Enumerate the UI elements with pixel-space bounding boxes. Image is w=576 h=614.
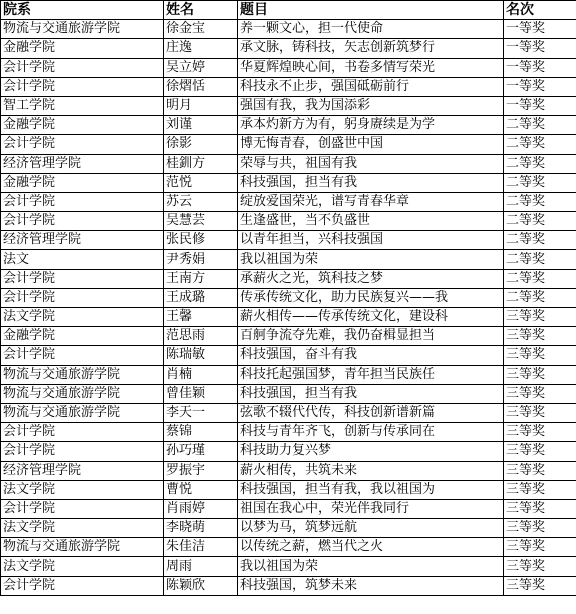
- cell-rank: 一等奖: [504, 96, 576, 115]
- cell-rank: 三等奖: [504, 308, 576, 327]
- table-row: [1, 250, 576, 269]
- cell-department: 会计学院: [1, 499, 164, 518]
- table-row: [1, 288, 576, 307]
- cell-department: 会计学院: [1, 346, 164, 365]
- cell-name: 徐熠恬: [164, 77, 238, 96]
- cell-name: 朱佳洁: [164, 538, 238, 557]
- cell-rank: 一等奖: [504, 58, 576, 77]
- table-body: [1, 20, 576, 596]
- cell-department: 会计学院: [1, 442, 164, 461]
- cell-department: 会计学院: [1, 212, 164, 231]
- cell-rank: 二等奖: [504, 116, 576, 135]
- table-row: [1, 58, 576, 77]
- table-row: [1, 423, 576, 442]
- cell-title: 荣辱与共，祖国有我: [238, 154, 504, 173]
- table-row: [1, 20, 576, 39]
- header-rank: 名次: [504, 1, 576, 20]
- cell-title: 祖国在我心中，荣光伴我同行: [238, 499, 504, 518]
- table-row: [1, 480, 576, 499]
- cell-department: 金融学院: [1, 39, 164, 58]
- table-row: [1, 442, 576, 461]
- table-row: [1, 346, 576, 365]
- cell-title: 承薪火之光，筑科技之梦: [238, 269, 504, 288]
- cell-rank: 二等奖: [504, 288, 576, 307]
- cell-department: 会计学院: [1, 269, 164, 288]
- cell-title: 强国有我，我为国添彩: [238, 96, 504, 115]
- cell-name: 刘谨: [164, 116, 238, 135]
- cell-rank: 三等奖: [504, 346, 576, 365]
- cell-title: 生逢盛世，当不负盛世: [238, 212, 504, 231]
- cell-department: 会计学院: [1, 192, 164, 211]
- cell-title: 以梦为马，筑梦远航: [238, 519, 504, 538]
- cell-rank: 三等奖: [504, 423, 576, 442]
- cell-title: 承文脉，铸科技，矢志创新筑梦行: [238, 39, 504, 58]
- cell-name: 桂釧方: [164, 154, 238, 173]
- cell-title: 科技强国，担当有我: [238, 384, 504, 403]
- header-name: 姓名: [164, 1, 238, 20]
- cell-name: 徐影: [164, 135, 238, 154]
- cell-department: 经济管理学院: [1, 231, 164, 250]
- cell-department: 经济管理学院: [1, 154, 164, 173]
- cell-department: 法文学院: [1, 557, 164, 576]
- cell-name: 陈瑞敏: [164, 346, 238, 365]
- table-row: [1, 327, 576, 346]
- cell-title: 博无悔青春，创盛世中国: [238, 135, 504, 154]
- table-row: [1, 403, 576, 422]
- cell-title: 华夏辉煌映心间，书卷多情写荣光: [238, 58, 504, 77]
- table-row: [1, 269, 576, 288]
- header-title: 题目: [238, 1, 504, 20]
- table-row: [1, 576, 576, 595]
- cell-rank: 二等奖: [504, 135, 576, 154]
- table-row: [1, 461, 576, 480]
- cell-rank: 三等奖: [504, 538, 576, 557]
- cell-title: 养一颗文心，担一代使命: [238, 20, 504, 39]
- cell-title: 科技与青年齐飞，创新与传承同在: [238, 423, 504, 442]
- cell-name: 孙巧瑾: [164, 442, 238, 461]
- cell-name: 周雨: [164, 557, 238, 576]
- table-row: [1, 212, 576, 231]
- cell-title: 传承传统文化，助力民族复兴——我: [238, 288, 504, 307]
- cell-name: 吴慧芸: [164, 212, 238, 231]
- cell-rank: 三等奖: [504, 499, 576, 518]
- cell-title: 承本灼新方为有，躬身赓续是为学: [238, 116, 504, 135]
- cell-rank: 三等奖: [504, 557, 576, 576]
- cell-department: 会计学院: [1, 77, 164, 96]
- cell-department: 会计学院: [1, 423, 164, 442]
- table-row: [1, 499, 576, 518]
- cell-name: 徐金宝: [164, 20, 238, 39]
- cell-department: 经济管理学院: [1, 461, 164, 480]
- cell-rank: 一等奖: [504, 20, 576, 39]
- cell-title: 以传统之薪，燃当代之火: [238, 538, 504, 557]
- cell-department: 物流与交通旅游学院: [1, 20, 164, 39]
- cell-title: 科技强国，担当有我，我以祖国为: [238, 480, 504, 499]
- cell-title: 薪火相传，共筑未来: [238, 461, 504, 480]
- cell-department: 物流与交通旅游学院: [1, 384, 164, 403]
- cell-rank: 二等奖: [504, 250, 576, 269]
- table-row: [1, 308, 576, 327]
- cell-rank: 三等奖: [504, 576, 576, 595]
- table-row: [1, 116, 576, 135]
- cell-name: 尹秀娟: [164, 250, 238, 269]
- cell-department: 金融学院: [1, 173, 164, 192]
- cell-rank: 二等奖: [504, 173, 576, 192]
- cell-department: 会计学院: [1, 135, 164, 154]
- table-row: [1, 173, 576, 192]
- cell-name: 蔡锦: [164, 423, 238, 442]
- table-row: [1, 154, 576, 173]
- cell-department: 法文学院: [1, 480, 164, 499]
- table-row: [1, 39, 576, 58]
- table-row: [1, 365, 576, 384]
- cell-rank: 三等奖: [504, 480, 576, 499]
- cell-rank: 三等奖: [504, 442, 576, 461]
- cell-name: 李天一: [164, 403, 238, 422]
- cell-title: 科技永不止步，强国砥砺前行: [238, 77, 504, 96]
- table-row: [1, 231, 576, 250]
- cell-title: 薪火相传——传承传统文化，建设科: [238, 308, 504, 327]
- table-row: [1, 538, 576, 557]
- cell-rank: 二等奖: [504, 231, 576, 250]
- cell-name: 王馨: [164, 308, 238, 327]
- cell-title: 我以祖国为荣: [238, 557, 504, 576]
- cell-name: 肖雨婷: [164, 499, 238, 518]
- cell-name: 范悦: [164, 173, 238, 192]
- header-row: [1, 1, 576, 20]
- table-row: [1, 519, 576, 538]
- cell-rank: 三等奖: [504, 365, 576, 384]
- cell-name: 范思雨: [164, 327, 238, 346]
- cell-rank: 一等奖: [504, 39, 576, 58]
- cell-title: 以青年担当，兴科技强国: [238, 231, 504, 250]
- cell-rank: 三等奖: [504, 403, 576, 422]
- cell-rank: 二等奖: [504, 192, 576, 211]
- cell-title: 科技托起强国梦，青年担当民族任: [238, 365, 504, 384]
- cell-department: 会计学院: [1, 288, 164, 307]
- cell-title: 百舸争流夺先难，我仍奋楫显担当: [238, 327, 504, 346]
- cell-department: 法文学院: [1, 308, 164, 327]
- cell-name: 肖楠: [164, 365, 238, 384]
- cell-rank: 一等奖: [504, 77, 576, 96]
- cell-name: 陈颖欣: [164, 576, 238, 595]
- cell-title: 绽放爱国荣光，谱写青春华章: [238, 192, 504, 211]
- cell-title: 科技强国，筑梦未来: [238, 576, 504, 595]
- cell-rank: 三等奖: [504, 327, 576, 346]
- table-row: [1, 135, 576, 154]
- cell-name: 张民修: [164, 231, 238, 250]
- cell-department: 物流与交通旅游学院: [1, 403, 164, 422]
- cell-department: 物流与交通旅游学院: [1, 365, 164, 384]
- cell-name: 罗振宇: [164, 461, 238, 480]
- cell-title: 弦歌不辍代代传，科技创新谱新篇: [238, 403, 504, 422]
- table-row: [1, 557, 576, 576]
- table-row: [1, 77, 576, 96]
- cell-title: 科技强国，奋斗有我: [238, 346, 504, 365]
- cell-department: 物流与交通旅游学院: [1, 538, 164, 557]
- cell-name: 王南方: [164, 269, 238, 288]
- cell-rank: 二等奖: [504, 154, 576, 173]
- table-row: [1, 96, 576, 115]
- cell-department: 金融学院: [1, 116, 164, 135]
- header-department: 院系: [1, 1, 164, 20]
- cell-name: 曾佳颖: [164, 384, 238, 403]
- cell-name: 明月: [164, 96, 238, 115]
- cell-name: 李晓萌: [164, 519, 238, 538]
- cell-title: 科技助力复兴梦: [238, 442, 504, 461]
- cell-rank: 三等奖: [504, 384, 576, 403]
- cell-name: 曹悦: [164, 480, 238, 499]
- cell-rank: 三等奖: [504, 461, 576, 480]
- cell-rank: 三等奖: [504, 519, 576, 538]
- cell-name: 苏云: [164, 192, 238, 211]
- cell-name: 吴立婷: [164, 58, 238, 77]
- cell-title: 科技强国，担当有我: [238, 173, 504, 192]
- cell-department: 会计学院: [1, 576, 164, 595]
- cell-name: 王成璐: [164, 288, 238, 307]
- cell-rank: 二等奖: [504, 212, 576, 231]
- cell-title: 我以祖国为荣: [238, 250, 504, 269]
- cell-name: 庄逸: [164, 39, 238, 58]
- cell-department: 智工学院: [1, 96, 164, 115]
- cell-department: 会计学院: [1, 58, 164, 77]
- cell-rank: 二等奖: [504, 269, 576, 288]
- table-row: [1, 384, 576, 403]
- table-row: [1, 192, 576, 211]
- cell-department: 金融学院: [1, 327, 164, 346]
- cell-department: 法文: [1, 250, 164, 269]
- cell-department: 法文学院: [1, 519, 164, 538]
